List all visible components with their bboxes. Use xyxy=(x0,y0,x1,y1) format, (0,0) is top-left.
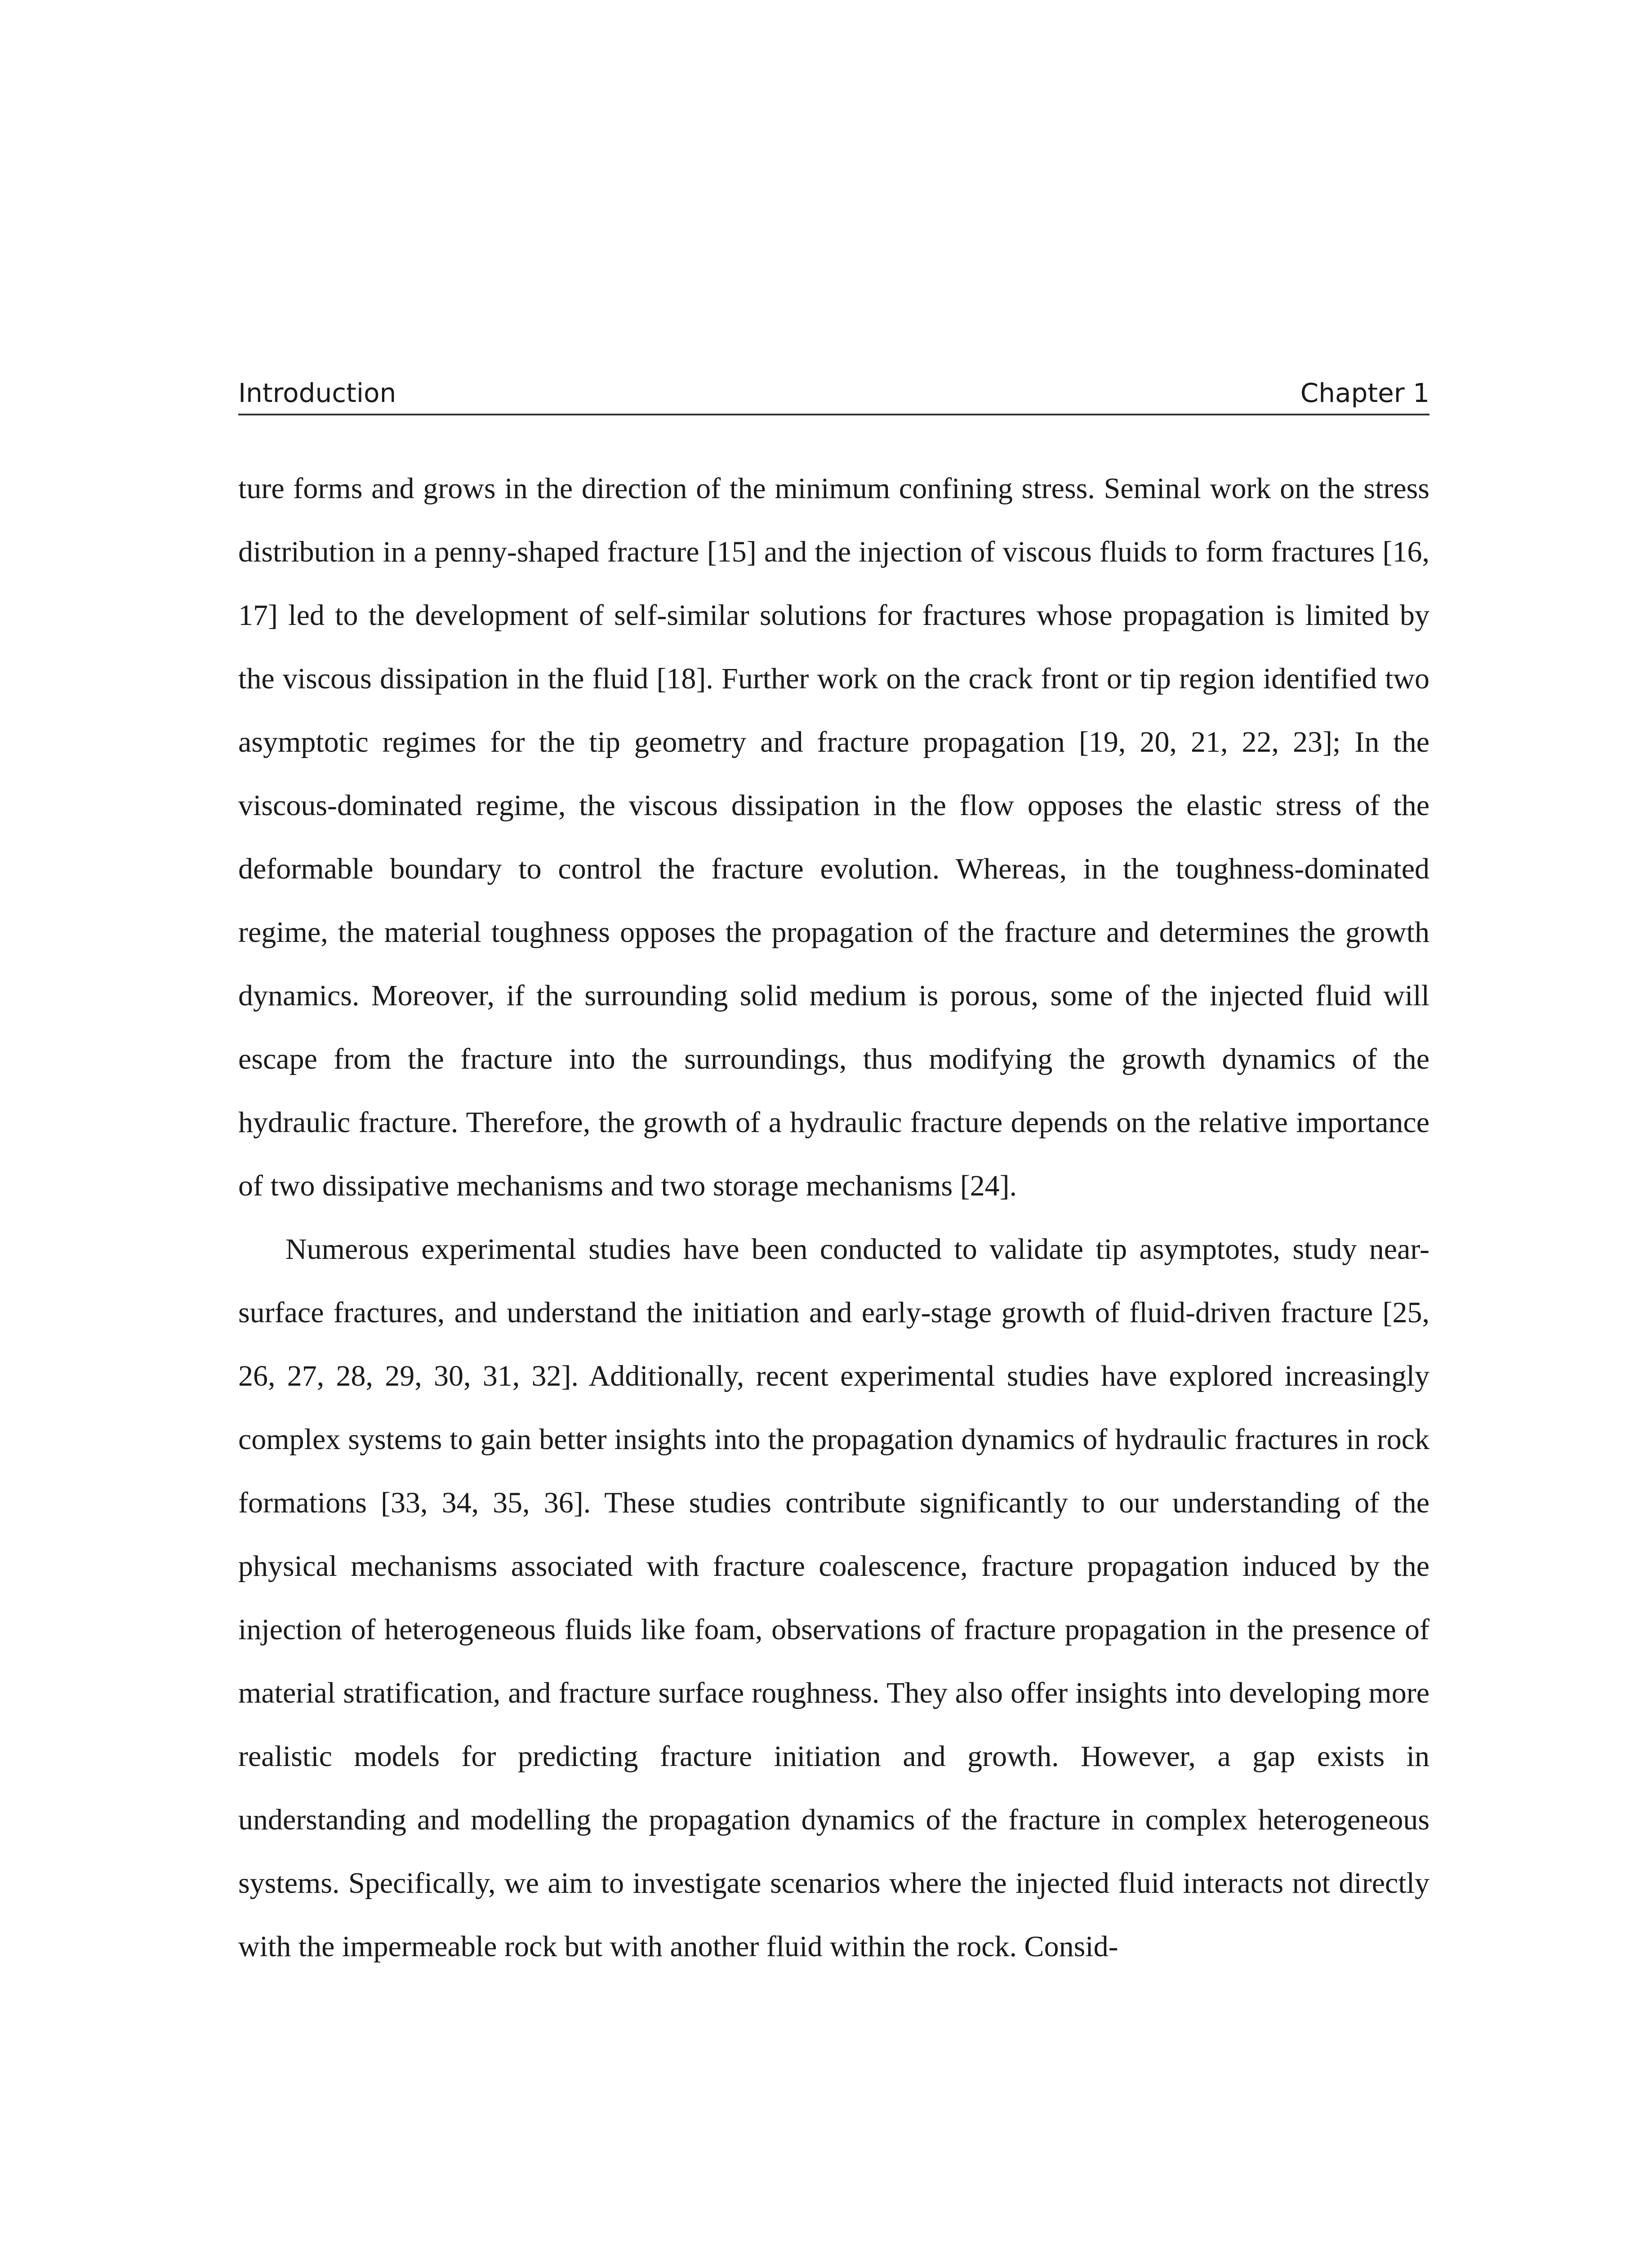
header-chapter-label: Chapter 1 xyxy=(1300,378,1429,408)
running-header xyxy=(238,372,1429,415)
paragraph-2: Numerous experimental studies have been conducted to validate tip asymptotes, study near-surface fractures, and understand the initiation and early-stage growth of fluid-driven fracture [25, 26, 27, 28, 29, 30, 31, 32]. Additionally, recent experimental studies have explored increasingly complex systems to gain better insights into the propagation dynamics of hydraulic fractures in rock formations [33, 34, 35, 36]. These studies contribute significantly to our understanding of the physical mechanisms associated with fracture coalescence, fracture propagation induced by the injection of heterogeneous fluids like foam, observations of fracture propagation in the presence of material stratification, and fracture surface roughness. They also offer insights into developing more realistic models for predicting fracture initiation and growth. However, a gap exists in understanding and modelling the propagation dynamics of the fracture in complex heterogeneous systems. Specifically, we aim to investigate scenarios where the injected fluid interacts not directly with the impermeable rock but with another fluid within the rock. Consid- xyxy=(238,1233,1429,1963)
paragraph-1: ture forms and grows in the direction of the minimum confining stress. Seminal work on the stress distribution in a penny-shaped fracture [15] and the injection of viscous fluids to form fractures [16, 17] led to the development of self-similar solutions for fractures whose propagation is limited by the viscous dissipation in the fluid [18]. Further work on the crack front or tip region identified two asymptotic regimes for the tip geometry and fracture propagation [19, 20, 21, 22, 23]; In the viscous-dominated regime, the viscous dissipation in the flow opposes the elastic stress of the deformable boundary to control the fracture evolution. Whereas, in the toughness-dominated regime, the material toughness opposes the propagation of the fracture and determines the growth dynamics. Moreover, if the surrounding solid medium is porous, some of the injected fluid will escape from the fracture into the surroundings, thus modifying the growth dynamics of the hydraulic fracture. Therefore, the growth of a hydraulic fracture depends on the relative importance of two dissipative mechanisms and two storage mechanisms [24]. xyxy=(238,472,1429,1202)
body-text xyxy=(238,457,1429,1978)
header-section-title: Introduction xyxy=(238,378,396,408)
